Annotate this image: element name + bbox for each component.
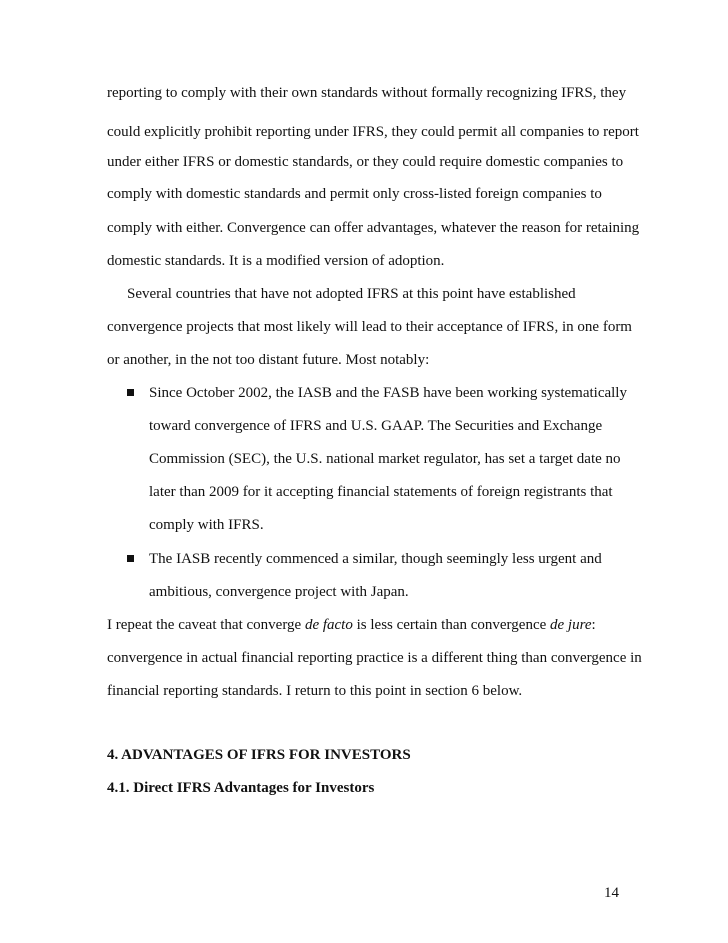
text-line: later than 2009 for it accepting financial statements of foreign registrants that bbox=[149, 484, 613, 500]
text-run: is less certain than convergence bbox=[352, 617, 551, 633]
emphasis-de-facto: de facto bbox=[304, 617, 353, 633]
text-line: Since October 2002, the IASB and the FASB have been working systematically bbox=[149, 385, 627, 401]
text-line: domestic standards. It is a modified version of adoption. bbox=[107, 253, 445, 269]
text-line: reporting to comply with their own standards without formally recognizing IFRS, they bbox=[107, 85, 627, 101]
section-heading: 4. ADVANTAGES OF IFRS FOR INVESTORS bbox=[107, 747, 411, 763]
text-line: comply with domestic standards and permit only cross-listed foreign companies to bbox=[107, 186, 602, 202]
text-line: The IASB recently commenced a similar, though seemingly less urgent and bbox=[149, 551, 602, 567]
text-line: or another, in the not too distant future. Most notably: bbox=[107, 352, 430, 368]
text-line: comply with either. Convergence can offer advantages, whatever the reason for retaining bbox=[107, 220, 640, 236]
text-line: under either IFRS or domestic standards, or they could require domestic companies to bbox=[107, 154, 624, 170]
emphasis-de-jure: de jure bbox=[550, 617, 592, 633]
text-line: Several countries that have not adopted IFRS at this point have established bbox=[127, 286, 576, 302]
text-line: could explicitly prohibit reporting under IFRS, they could permit all companies to report bbox=[107, 124, 639, 140]
text-line: convergence in actual financial reporting practice is a different thing than convergence in bbox=[107, 650, 642, 666]
text-run: I repeat the caveat that converge bbox=[107, 617, 305, 633]
bullet-square-icon bbox=[127, 555, 134, 562]
text-run: : bbox=[591, 617, 596, 633]
page-number: 14 bbox=[604, 885, 619, 901]
bullet-square-icon bbox=[127, 389, 134, 396]
text-line: Commission (SEC), the U.S. national market regulator, has set a target date no bbox=[149, 451, 621, 467]
subsection-heading: 4.1. Direct IFRS Advantages for Investors bbox=[107, 780, 375, 796]
text-line: ambitious, convergence project with Japan. bbox=[149, 584, 409, 600]
text-line bbox=[107, 616, 596, 634]
text-line: financial reporting standards. I return to this point in section 6 below. bbox=[107, 683, 523, 699]
text-line: convergence projects that most likely will lead to their acceptance of IFRS, in one form bbox=[107, 319, 632, 335]
text-line: comply with IFRS. bbox=[149, 517, 264, 533]
text-line: toward convergence of IFRS and U.S. GAAP. The Securities and Exchange bbox=[149, 418, 603, 434]
